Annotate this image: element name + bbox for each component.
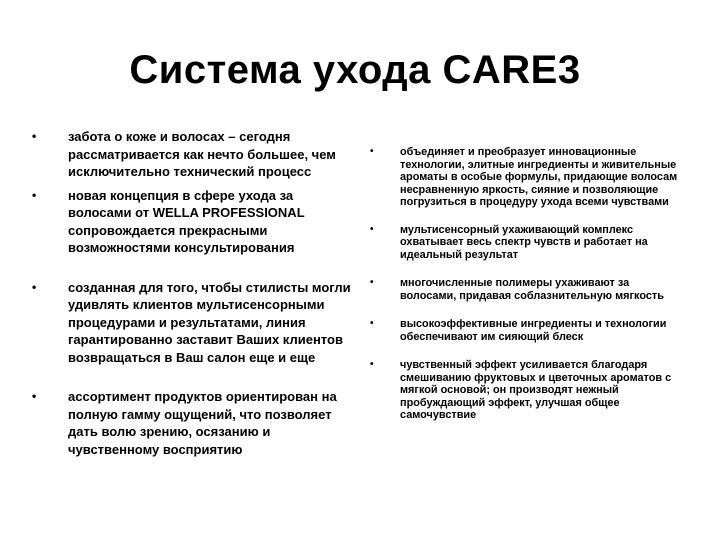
bullet-icon: • xyxy=(370,146,374,157)
left-bullet-list xyxy=(32,128,352,458)
list-item-text: новая концепция в сфере ухода за волосами от WELLA PROFESSIONAL сопровождается прекрасными возможностями консультирования xyxy=(68,187,305,255)
list-item-text: ассортимент продуктов ориентирован на полную гамму ощущений, что позволяет дать волю зрению, осязанию и чувственному восприятию xyxy=(68,389,337,457)
bullet-icon: • xyxy=(370,277,374,288)
list-item xyxy=(370,359,682,422)
bullet-icon: • xyxy=(32,389,37,403)
right-bullet-list xyxy=(370,146,682,422)
list-item xyxy=(370,277,682,302)
bullet-icon: • xyxy=(32,187,37,202)
list-item xyxy=(32,388,352,458)
list-item-text: мультисенсорный ухаживающий комплекс охватывает весь спектр чувств и работает на идеальный результат xyxy=(400,223,648,261)
list-item xyxy=(370,146,682,209)
list-item-text: чувственный эффект усиливается благодаря смешиванию фруктовых и цветочных ароматов с мягкой основой; он производят нежный пробуждающий эффект, улучшая общее самочувствие xyxy=(400,359,672,421)
list-item xyxy=(32,279,352,367)
bullet-icon: • xyxy=(32,129,37,143)
bullet-icon: • xyxy=(370,318,374,329)
list-item-text: высокоэффективные ингредиенты и технологии обеспечивают им сияющий блеск xyxy=(400,318,667,343)
bullet-icon: • xyxy=(370,359,374,370)
list-item-text: объединяет и преобразует инновационные технологии, элитные ингредиенты и живительные ароматы в особые формулы, придающие волосам несравненную яркость, сияние и позволяющие погрузиться в процедуру ухода всеми чувствами xyxy=(400,146,678,208)
bullet-icon: • xyxy=(32,279,37,294)
list-item-text: забота о коже и волосах – сегодня рассматривается как нечто большее, чем исключительно технический процесс xyxy=(68,129,336,179)
list-item xyxy=(32,128,352,181)
list-item xyxy=(32,187,352,257)
slide-title: Система ухода CARE3 xyxy=(129,48,581,92)
list-item xyxy=(370,318,682,343)
bullet-icon: • xyxy=(370,223,374,235)
list-item xyxy=(370,223,682,262)
list-item-text: созданная для того, чтобы стилисты могли удивлять клиентов мультисенсорными процедурами и результатами, линия гарантированно заставит Ваших клиентов возвращаться в Ваш салон еще и еще xyxy=(68,279,351,365)
list-item-text: многочисленные полимеры ухаживают за волосами, придавая соблазнительную мягкость xyxy=(400,277,664,302)
